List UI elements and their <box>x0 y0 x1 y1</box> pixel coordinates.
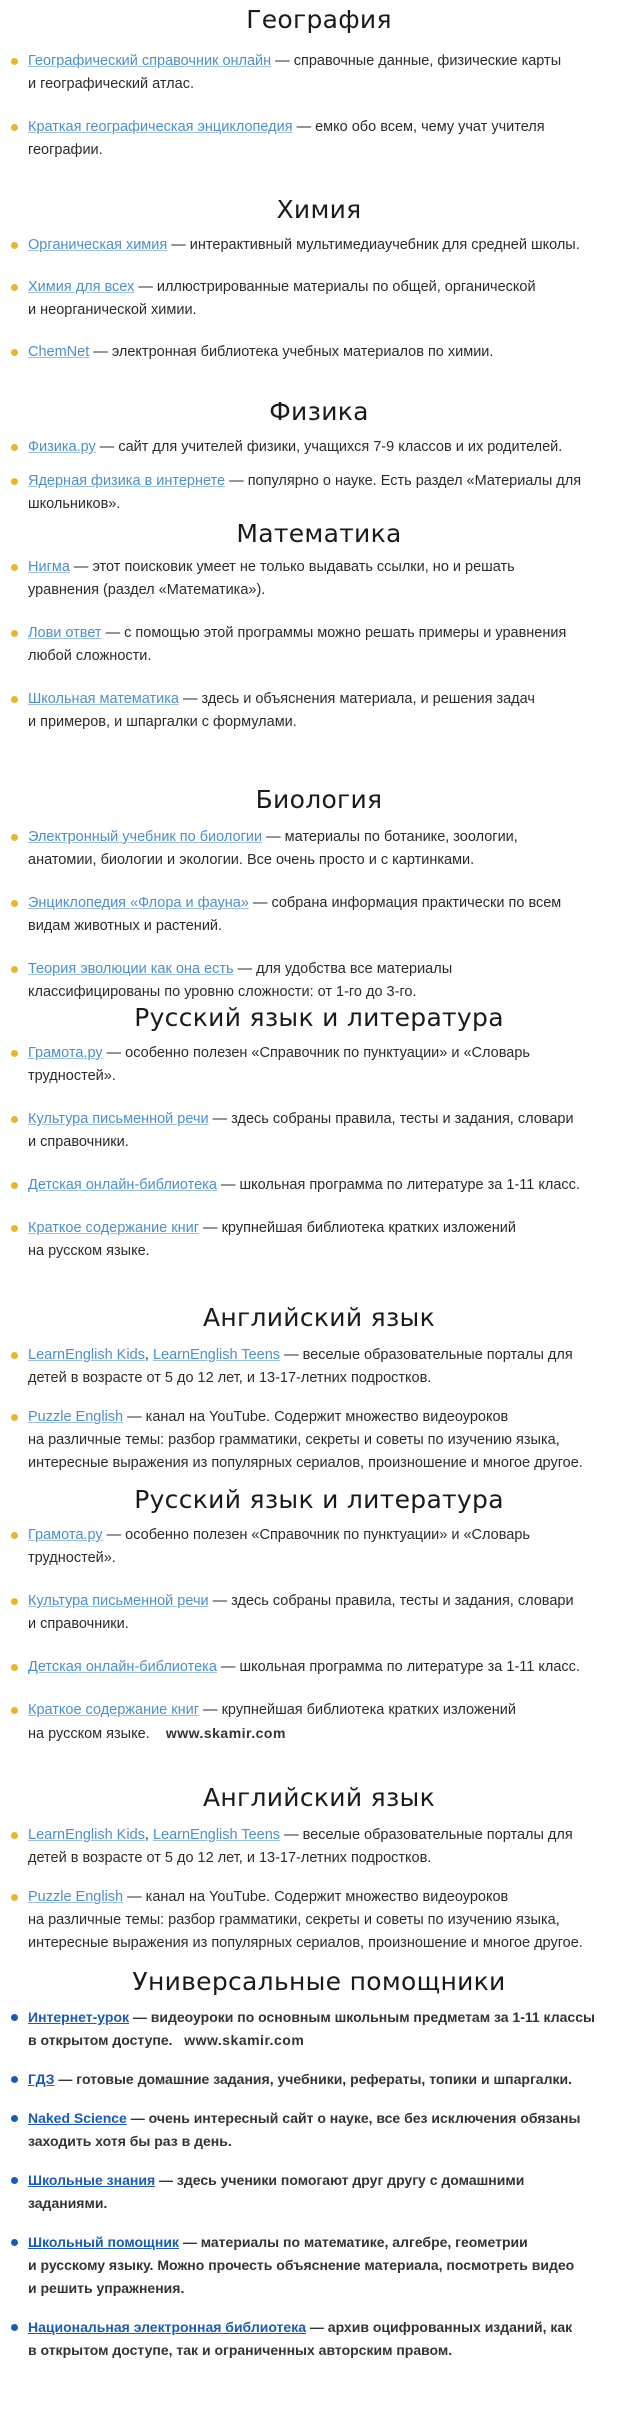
resource-link[interactable]: Puzzle English <box>28 1889 124 1905</box>
resource-link[interactable]: Химия для всех <box>28 279 135 295</box>
bullet-icon <box>11 444 18 451</box>
list-item: LearnEnglish Kids, LearnEnglish Teens — веселые образовательные порталы для детей в возрасте от 5 до 12 лет, и 13-17-летних подростков. <box>0 1824 638 1870</box>
section-title: Математика <box>236 519 402 548</box>
bullet-icon <box>11 2115 18 2122</box>
list-item: ГДЗ — готовые домашние задания, учебники, рефераты, топики и шпаргалки. <box>0 2068 638 2091</box>
bullet-icon <box>11 1182 18 1189</box>
section-title: Универсальные помощники <box>132 1967 506 1996</box>
bullet-icon <box>11 1050 18 1057</box>
list-item: Школьный помощник — материалы по математике, алгебре, геометрии и русскому языку. Можно прочесть объяснение материала, посмотреть видео и решить упражнения. <box>0 2231 638 2300</box>
bullet-icon <box>11 966 18 973</box>
list-item: Культура письменной речи — здесь собраны правила, тесты и задания, словари и справочники. <box>0 1590 638 1636</box>
section-title: География <box>246 5 392 34</box>
bullet-icon <box>11 564 18 571</box>
list-item: Географический справочник онлайн — справочные данные, физические карты и географический атлас. <box>0 50 638 96</box>
bullet-icon <box>11 1116 18 1123</box>
resource-link[interactable]: Детская онлайн-библиотека <box>28 1659 217 1675</box>
list-item: Детская онлайн-библиотека — школьная программа по литературе за 1-11 класс. <box>0 1174 638 1197</box>
bullet-icon <box>11 2324 18 2331</box>
list-item: Школьные знания — здесь ученики помогают друг другу с домашними заданиями. <box>0 2169 638 2215</box>
resource-link[interactable]: LearnEnglish Teens <box>152 1347 281 1363</box>
section-geography <box>0 4 638 162</box>
list-item: Puzzle English — канал на YouTube. Содержит множество видеоуроков на различные темы: разбор грамматики, секреты и советы по изучению языка, интересные выражения из популярных сериалов, произношение и многое другое. <box>0 1406 638 1475</box>
list-item: Детская онлайн-библиотека — школьная программа по литературе за 1-11 класс. <box>0 1656 638 1679</box>
list-item: Puzzle English — канал на YouTube. Содержит множество видеоуроков на различные темы: разбор грамматики, секреты и советы по изучению языка, интересные выражения из популярных сериалов, произношение и многое другое. <box>0 1886 638 1955</box>
section-title: Английский язык <box>202 1783 435 1812</box>
bullet-icon <box>11 124 18 131</box>
resource-link[interactable]: Теория эволюции как она есть <box>28 961 234 977</box>
bullet-icon <box>11 58 18 65</box>
bullet-icon <box>11 630 18 637</box>
section-title: Физика <box>269 397 369 426</box>
list-item: Naked Science — очень интересный сайт о науке, все без исключения обязаны заходить хотя бы раз в день. <box>0 2107 638 2153</box>
watermark-text: www.skamir.com <box>165 1725 286 1741</box>
resource-link[interactable]: Национальная электронная библиотека <box>28 2319 306 2335</box>
bullet-icon <box>11 284 18 291</box>
resource-link[interactable]: Нигма <box>28 559 70 575</box>
resource-link[interactable]: Школьная математика <box>28 691 179 707</box>
list-item: Национальная электронная библиотека — архив оцифрованных изданий, как в открытом доступе, так и ограниченных авторским правом. <box>0 2316 638 2362</box>
list-item: Физика.ру — сайт для учителей физики, учащихся 7-9 классов и их родителей. <box>0 436 638 459</box>
list-item: Органическая химия — интерактивный мультимедиаучебник для средней школы. <box>0 234 638 257</box>
resource-link[interactable]: Органическая химия <box>28 237 168 253</box>
list-item: Краткое содержание книг — крупнейшая библиотека кратких изложений на русском языке. <box>0 1217 638 1263</box>
section-english <box>0 1302 638 1475</box>
section-title: Английский язык <box>202 1303 435 1332</box>
bullet-icon <box>11 1664 18 1671</box>
list-item: Интернет-урок — видеоуроки по основным школьным предметам за 1-11 классы в открытом доступе. www.skamir.com <box>0 2006 638 2052</box>
bullet-icon <box>11 242 18 249</box>
bullet-icon <box>11 2177 18 2184</box>
resource-link[interactable]: Puzzle English <box>28 1409 124 1425</box>
resource-link[interactable]: Географический справочник онлайн <box>28 53 272 69</box>
section-english-repeat <box>0 1782 638 1955</box>
bullet-icon <box>11 900 18 907</box>
bullet-icon <box>11 1414 18 1421</box>
resource-link[interactable]: Физика.ру <box>28 439 96 455</box>
section-chemistry <box>0 194 638 364</box>
resource-link[interactable]: Энциклопедия «Флора и фауна» <box>28 895 249 911</box>
section-russian <box>0 1002 638 1263</box>
list-item: Школьная математика — здесь и объяснения материала, и решения задач и примеров, и шпаргалки с формулами. <box>0 688 638 734</box>
list-item: Химия для всех — иллюстрированные материалы по общей, органической и неорганической химии. <box>0 276 638 322</box>
bullet-icon <box>11 349 18 356</box>
list-item: Грамота.ру — особенно полезен «Справочник по пунктуации» и «Словарь трудностей». <box>0 1042 638 1088</box>
resource-link[interactable]: Краткое содержание книг <box>28 1220 200 1236</box>
resource-link[interactable]: Школьные знания <box>28 2172 156 2188</box>
list-item: Краткое содержание книг — крупнейшая библиотека кратких изложений на русском языке. www.skamir.com <box>0 1699 638 1746</box>
section-universal-helpers <box>0 1966 638 2362</box>
section-physics <box>0 396 638 516</box>
bullet-icon <box>11 2239 18 2246</box>
watermark-text: www.skamir.com <box>184 2032 305 2048</box>
list-item: Энциклопедия «Флора и фауна» — собрана информация практически по всем видам животных и растений. <box>0 892 638 938</box>
resource-link[interactable]: Краткое содержание книг <box>28 1702 200 1718</box>
section-title: Биология <box>255 785 383 814</box>
bullet-icon <box>11 1598 18 1605</box>
resource-link[interactable]: Культура письменной речи <box>28 1593 209 1609</box>
resource-link[interactable]: Ядерная физика в интернете <box>28 473 226 489</box>
resource-link[interactable]: Электронный учебник по биологии <box>28 829 263 845</box>
bullet-icon <box>11 696 18 703</box>
resource-link[interactable]: Культура письменной речи <box>28 1111 209 1127</box>
section-math <box>0 518 638 734</box>
list-item: LearnEnglish Kids, LearnEnglish Teens — веселые образовательные порталы для детей в возрасте от 5 до 12 лет, и 13-17-летних подростков. <box>0 1344 638 1390</box>
list-item: Теория эволюции как она есть — для удобства все материалы классифицированы по уровню сложности: от 1-го до 3-го. <box>0 958 638 1004</box>
list-item: Электронный учебник по биологии — материалы по ботанике, зоологии, анатомии, биологии и экологии. Все очень просто и с картинками. <box>0 826 638 872</box>
section-title: Русский язык и литература <box>134 1485 504 1514</box>
resource-link[interactable]: LearnEnglish Teens <box>152 1827 281 1843</box>
list-item: Лови ответ — с помощью этой программы можно решать примеры и уравнения любой сложности. <box>0 622 638 668</box>
bullet-icon <box>11 2014 18 2021</box>
bullet-icon <box>11 478 18 485</box>
bullet-icon <box>11 1225 18 1232</box>
list-item: Грамота.ру — особенно полезен «Справочник по пунктуации» и «Словарь трудностей». <box>0 1524 638 1570</box>
list-item: ChemNet — электронная библиотека учебных материалов по химии. <box>0 341 638 364</box>
resource-link[interactable]: Грамота.ру <box>28 1527 103 1543</box>
section-title: Русский язык и литература <box>134 1003 504 1032</box>
resource-link[interactable]: Интернет-урок <box>28 2009 130 2025</box>
list-item: Культура письменной речи — здесь собраны правила, тесты и задания, словари и справочники. <box>0 1108 638 1154</box>
bullet-icon <box>11 1532 18 1539</box>
section-biology <box>0 784 638 1004</box>
resource-link[interactable]: ChemNet <box>28 344 90 360</box>
section-russian-repeat <box>0 1484 638 1746</box>
bullet-icon <box>11 1707 18 1714</box>
resource-link[interactable]: Naked Science <box>28 2110 127 2126</box>
bullet-icon <box>11 834 18 841</box>
resource-link[interactable]: Грамота.ру <box>28 1045 103 1061</box>
list-item: Краткая географическая энциклопедия — емко обо всем, чему учат учителя географии. <box>0 116 638 162</box>
bullet-icon <box>11 2076 18 2083</box>
resource-link[interactable]: Школьный помощник <box>28 2234 179 2250</box>
section-title: Химия <box>276 195 362 224</box>
resource-link[interactable]: Краткая географическая энциклопедия <box>28 119 293 135</box>
list-item: Ядерная физика в интернете — популярно о науке. Есть раздел «Материалы для школьников». <box>0 470 638 516</box>
bullet-icon <box>11 1894 18 1901</box>
resource-link[interactable]: Детская онлайн-библиотека <box>28 1177 217 1193</box>
bullet-icon <box>11 1352 18 1359</box>
resource-link[interactable]: ГДЗ <box>28 2071 55 2087</box>
bullet-icon <box>11 1832 18 1839</box>
list-item: Нигма — этот поисковик умеет не только выдавать ссылки, но и решать уравнения (раздел «Математика»). <box>0 556 638 602</box>
resource-link[interactable]: LearnEnglish Kids <box>28 1347 145 1363</box>
resource-link[interactable]: Лови ответ <box>28 625 102 641</box>
resource-link[interactable]: LearnEnglish Kids <box>28 1827 145 1843</box>
